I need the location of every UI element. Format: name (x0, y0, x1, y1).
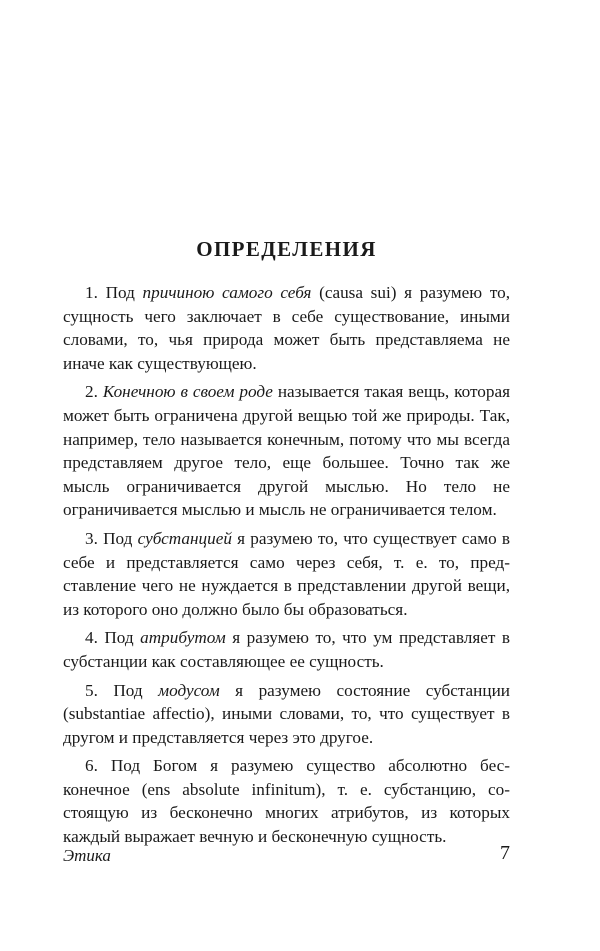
definition-paragraph-1 (63, 281, 510, 375)
paragraph-text: 6. Под Богом я разумею существо абсолютно бесконечное (ens absolute infinitum), т. е. субстанцию, состоящую из бесконечно многих атрибутов, из которых каждый выражает вечную и бесконечную сущность. (63, 756, 510, 847)
definition-paragraph-2 (63, 380, 510, 522)
paragraph-text: 2. (85, 382, 103, 402)
paragraph-text: 3. Под (85, 528, 138, 548)
paragraph-text: называется такая вещь, которая может быть ограничена другой вещью той же природы. Так, например, тело называется конечным, потому что мы всегда представляем другое тело, еще большее. Точно так же мысль ограничивается другой мыслью. Но тело не ограничивается мыслью и мысль не ограничивается телом. (63, 382, 511, 520)
paragraph-text: 4. Под (85, 628, 141, 648)
definition-paragraph-4 (63, 626, 510, 673)
paragraph-text: (causa sui) я разумею то, сущность чего заключает в себе существование, иными словами, то, чья природа может быть представляема не иначе как существующею. (63, 283, 510, 373)
page-number: 7 (500, 842, 510, 864)
paragraph-text: 1. Под (85, 283, 143, 302)
defined-term: модусом (158, 680, 220, 700)
paragraph-text: я разумею состояние субстанции (substantiae affectio), иными словами, то, что существует в другом и представляется через это другое. (63, 680, 510, 747)
paragraph-text: 5. Под (85, 680, 159, 700)
defined-term: субстанцией (137, 528, 232, 548)
paragraph-text: я разумею то, что существует само в себе и представляется само через себя, т. е. то, представление чего не нуждается в представлении другой вещи, из которого оно должно было бы образоваться. (63, 528, 511, 619)
definition-paragraph-6 (63, 754, 510, 848)
section-heading: ОПРЕДЕЛЕНИЯ (196, 237, 377, 261)
defined-term: Конечною в своем роде (102, 382, 273, 402)
page-footer (63, 842, 510, 872)
book-page (63, 0, 510, 951)
definitions-text (63, 281, 510, 854)
running-title: Этика (63, 846, 111, 865)
definition-paragraph-3 (63, 527, 510, 621)
defined-term: атрибутом (140, 628, 226, 648)
defined-term: причиною самого себя (142, 283, 312, 302)
definition-paragraph-5 (63, 679, 510, 750)
paragraph-text: я разумею то, что ум представляет в субстанции как составляющее ее сущность. (63, 628, 510, 671)
